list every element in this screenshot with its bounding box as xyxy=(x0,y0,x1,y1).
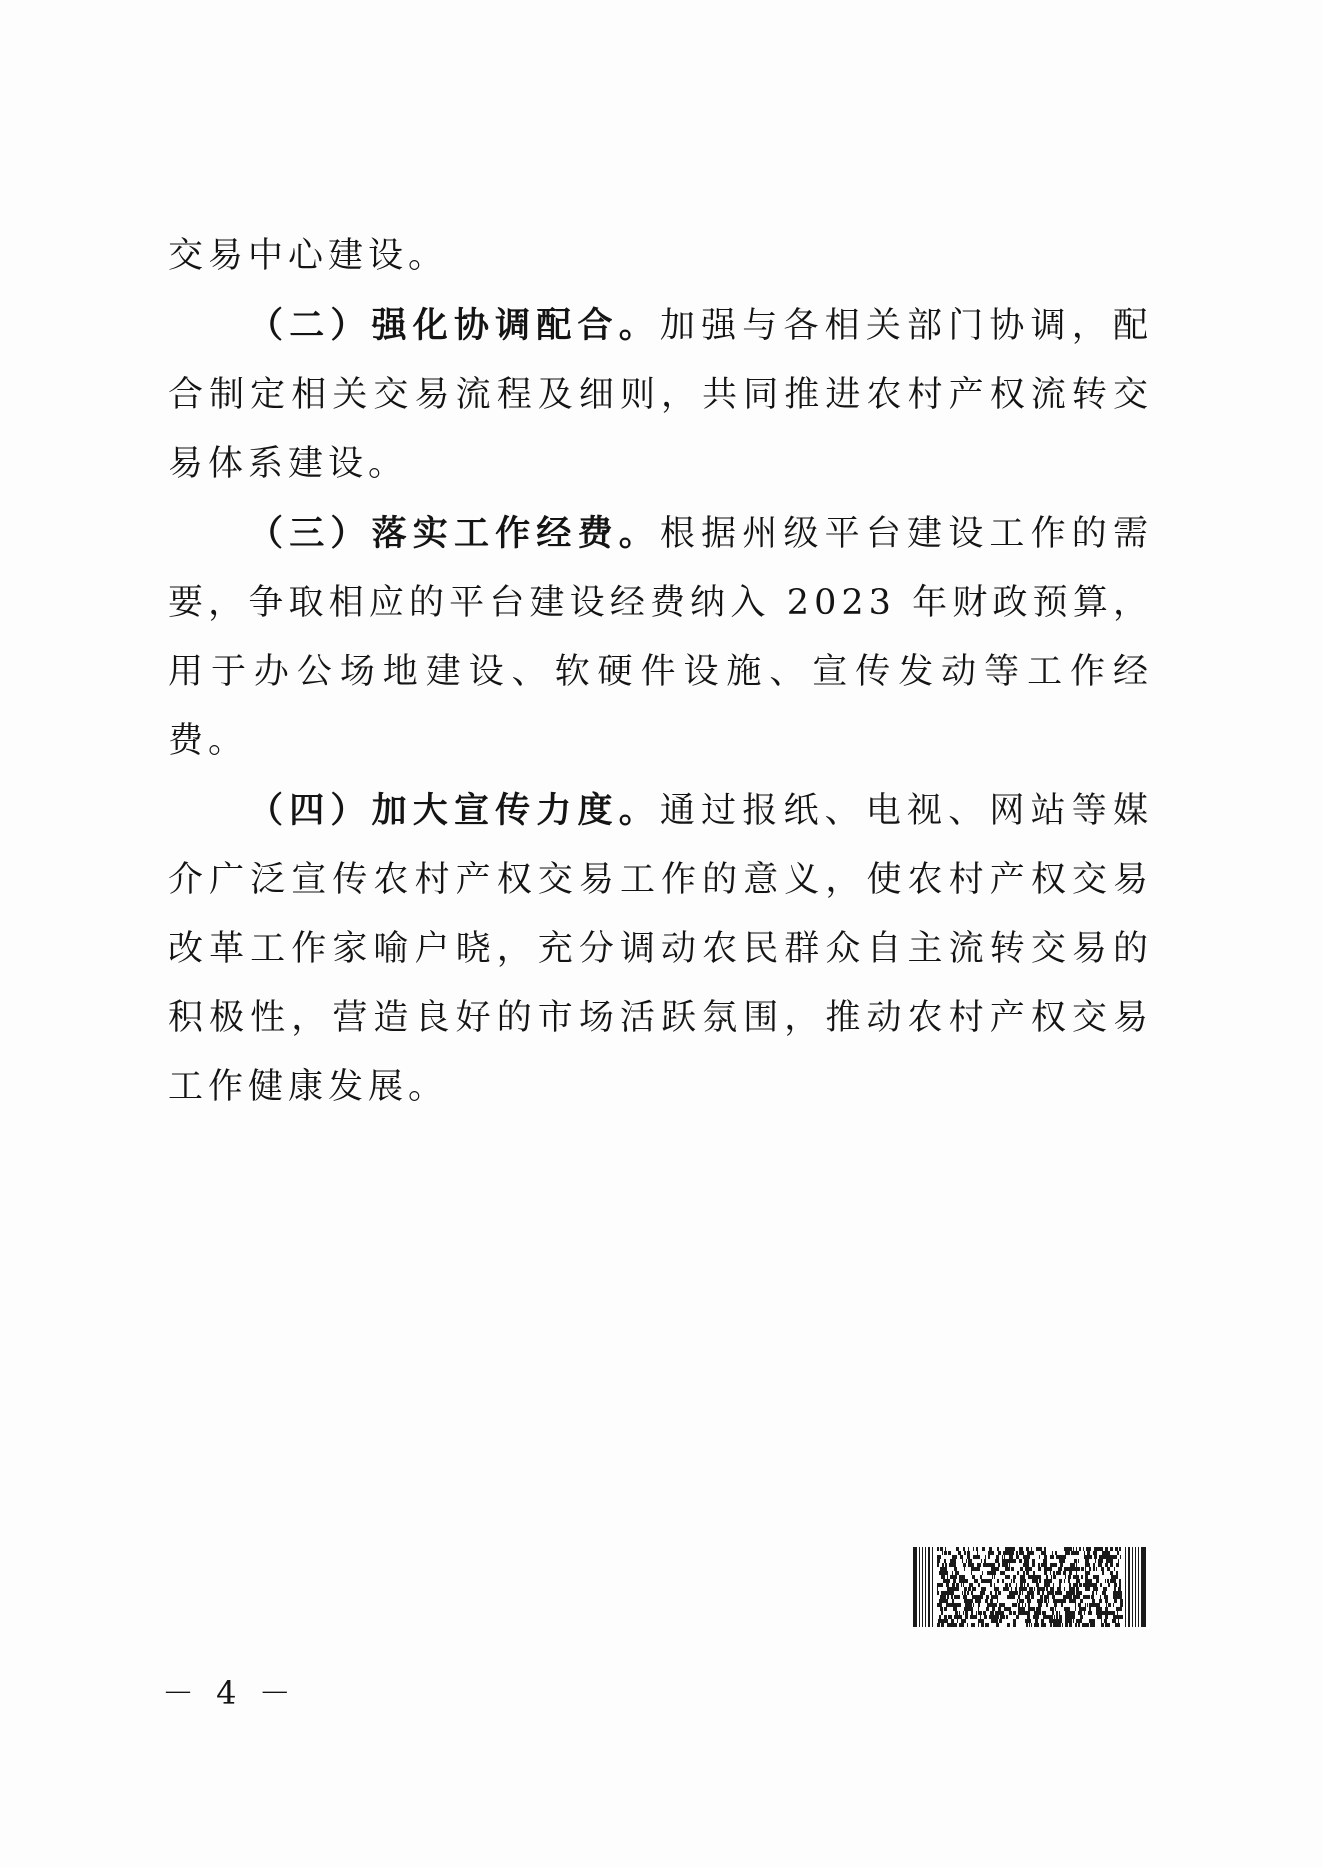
paragraph-heading: （四）加大宣传力度。 xyxy=(248,790,660,831)
paragraph-text: 加强与各相关部门协调，配合制定相关交易流程及细则，共同推进农村产权流转交易体系建设。 xyxy=(168,306,1153,484)
paragraph-continuation xyxy=(168,222,1153,291)
paragraph-heading: （二）强化协调配合。 xyxy=(248,305,660,346)
paragraph-text: 根据州级平台建设工作的需要，争取相应的平台建设经费纳入 2023 年财政预算，用于办公场地建设、软硬件设施、宣传发动等工作经费。 xyxy=(168,514,1153,761)
paragraph-funding xyxy=(168,499,1153,776)
page-number: － 4 － xyxy=(162,1674,297,1712)
paragraph-text: 交易中心建设。 xyxy=(168,236,449,276)
paragraph-publicity xyxy=(168,776,1153,1122)
paragraph-text: 通过报纸、电视、网站等媒介广泛宣传农村产权交易工作的意义，使农村产权交易改革工作家喻户晓，充分调动农民群众自主流转交易的积极性，营造良好的市场活跃氛围，推动农村产权交易工作健康发展。 xyxy=(168,791,1153,1107)
paragraph-heading: （三）落实工作经费。 xyxy=(248,513,660,554)
paragraph-coordination xyxy=(168,291,1153,499)
barcode-icon xyxy=(913,1547,1146,1627)
document-body xyxy=(168,222,1153,1122)
